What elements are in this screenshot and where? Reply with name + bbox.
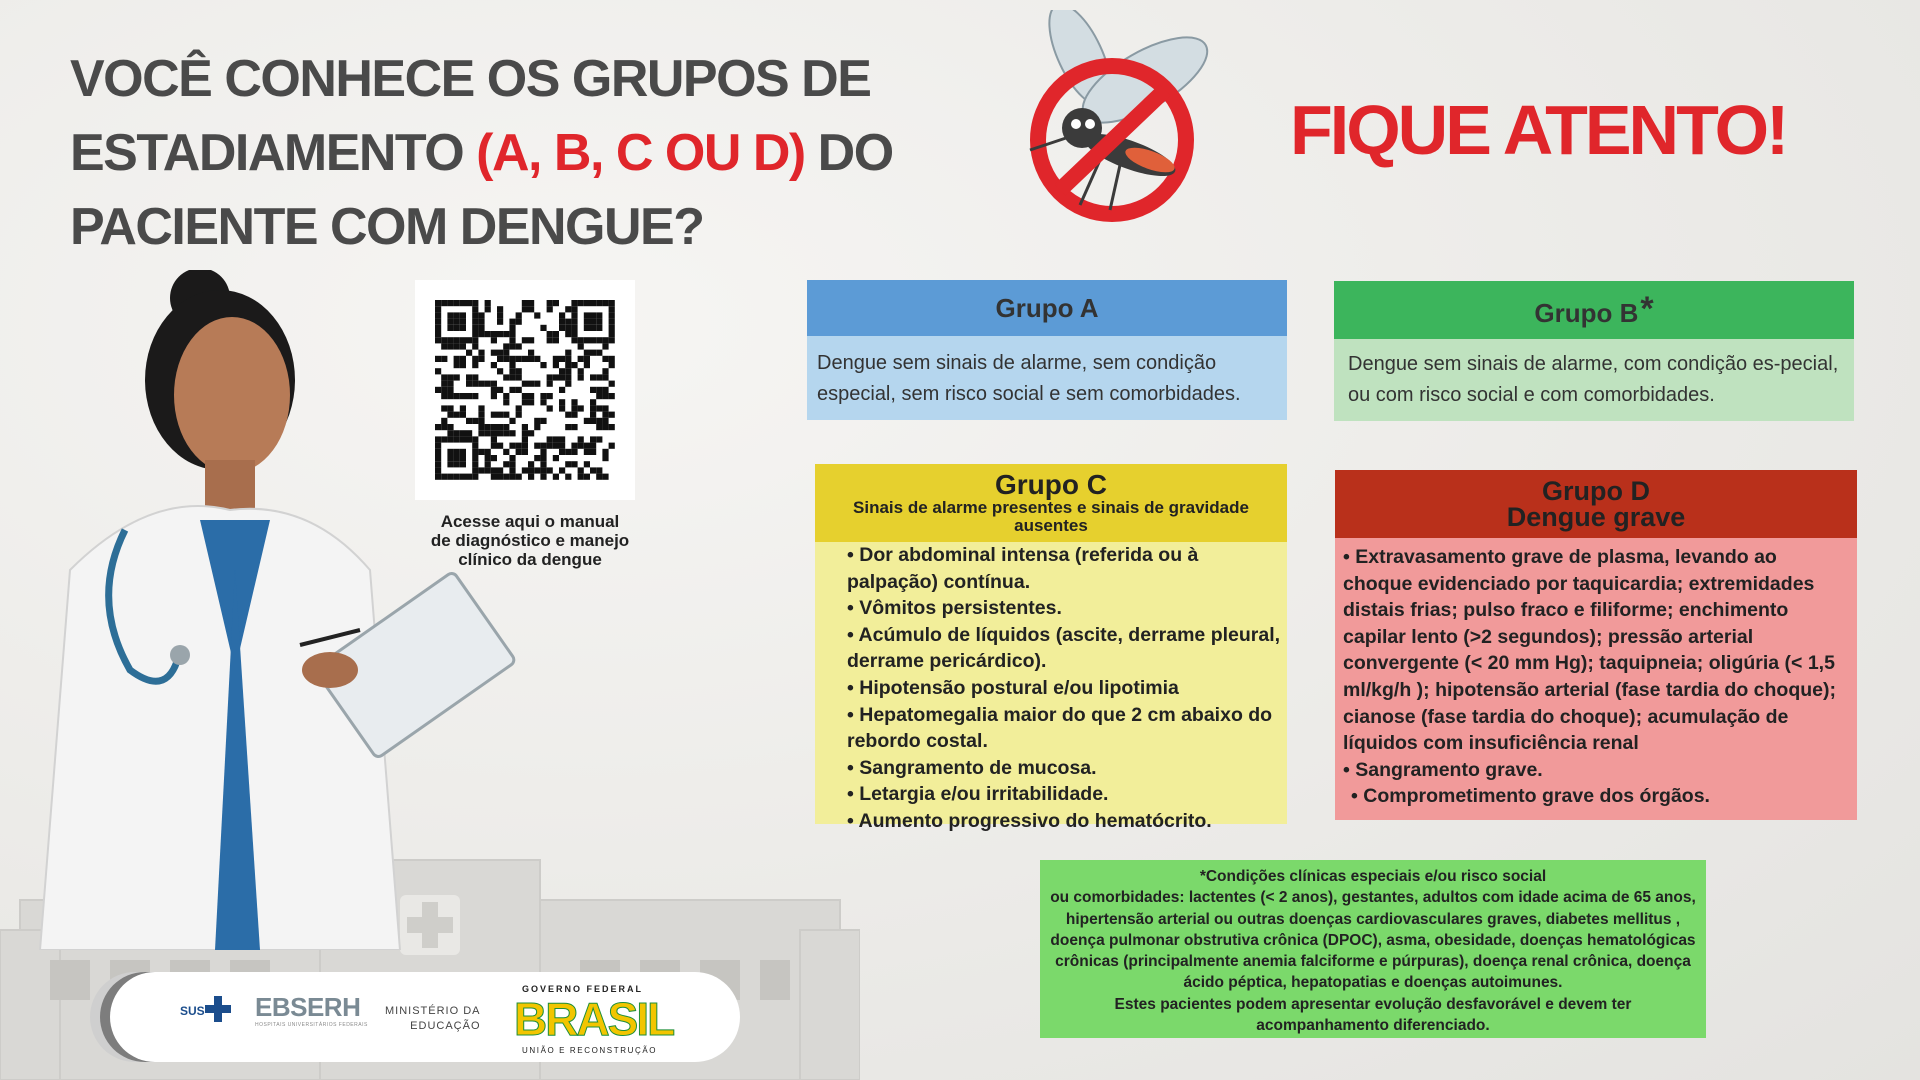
- qr-caption-line-3: clínico da dengue: [458, 550, 602, 569]
- list-item: • Vômitos persistentes.: [847, 597, 1062, 620]
- footnote-line-3: Estes pacientes podem apresentar evolução desfavorável e devem ter acompanhamento diferenciado.: [1114, 995, 1632, 1035]
- no-mosquito-icon: [1000, 10, 1220, 240]
- group-a-title: Grupo A: [807, 280, 1287, 336]
- ebserh-logo: EBSERH: [255, 992, 361, 1022]
- qr-code[interactable]: [415, 280, 635, 500]
- list-item: • Sangramento de mucosa.: [847, 756, 1097, 779]
- sus-cross-icon: [205, 996, 231, 1022]
- logo-bar: [110, 972, 740, 1062]
- group-c-title: Grupo C: [995, 469, 1107, 500]
- mec-line-2: EDUCAÇÃO: [410, 1020, 481, 1032]
- gov-slogan: UNIÃO E RECONSTRUÇÃO: [522, 1046, 658, 1055]
- list-item: • Acúmulo de líquidos (ascite, derrame pleural, derrame pericárdico).: [847, 623, 1281, 673]
- list-item: • Letargia e/ou irritabilidade.: [847, 783, 1109, 806]
- title-highlight: (A, B, C OU D): [476, 124, 805, 182]
- qr-code-box[interactable]: [415, 280, 635, 500]
- mec-line-1: MINISTÉRIO DA: [385, 1005, 481, 1017]
- group-d-subtitle: Dengue grave: [1506, 502, 1686, 532]
- group-a-card: [807, 280, 1287, 420]
- list-item: • Comprometimento grave dos órgãos.: [1351, 785, 1710, 808]
- group-b-text: Dengue sem sinais de alarme, com condição es-pecial, ou com risco social e com comorbidades.: [1348, 353, 1839, 406]
- ebserh-subtitle: HOSPITAIS UNIVERSITÁRIOS FEDERAIS: [255, 1022, 368, 1028]
- mec-logo: [385, 1004, 481, 1034]
- group-d-list: [1335, 538, 1857, 810]
- footnote-line-2: ou comorbidades: lactentes (< 2 anos), gestantes, adultos com idade acima de 65 anos, hipertensão arterial ou outras doenças cardiovasculares graves, diabetes mellitus , doença pulmonar obstrutiva crônica (DPOC), asma, obesidade, doenças hematológicas crônicas (principalmente anemia falciforme e púrpuras), doença renal crônica, doença ácido péptica, hepatopatias e doenças autoimunes.: [1050, 889, 1696, 992]
- list-item: • Hepatomegalia maior do que 2 cm abaixo do rebordo costal.: [847, 703, 1273, 753]
- qr-caption-line-2: de diagnóstico e manejo: [430, 531, 630, 550]
- group-d-header: [1335, 470, 1857, 538]
- warning-title: FIQUE ATENTO!: [1290, 91, 1787, 169]
- group-c-card: [815, 464, 1287, 832]
- group-d-card: [1335, 470, 1857, 820]
- page-title: [70, 42, 970, 264]
- title-line-2-pre: ESTADIAMENTO: [70, 124, 477, 182]
- group-b-asterisk: *: [1640, 289, 1654, 328]
- footnote-box: [1040, 860, 1706, 1038]
- qr-caption: [395, 512, 665, 569]
- list-item: • Hipotensão postural e/ou lipotimia: [847, 676, 1179, 699]
- group-c-header: [815, 464, 1287, 542]
- group-c-list: [815, 542, 1287, 835]
- title-line-2: [70, 116, 970, 190]
- group-a-text: Dengue sem sinais de alarme, sem condição especial, sem risco social e sem comorbidades.: [817, 352, 1241, 405]
- sus-logo: SUS: [180, 1004, 205, 1018]
- footnote-line-1: *Condições clínicas especiais e/ou risco social: [1199, 868, 1547, 885]
- gov-federal-label: GOVERNO FEDERAL: [522, 984, 644, 994]
- title-line-1: VOCÊ CONHECE OS GRUPOS DE: [70, 50, 871, 108]
- group-b-header: [1334, 281, 1854, 339]
- title-line-2-post: DO: [804, 124, 893, 182]
- group-d-title: Grupo D: [1542, 476, 1650, 506]
- list-item: • Aumento progressivo do hematócrito.: [847, 809, 1212, 832]
- list-item: • Sangramento grave.: [1343, 758, 1543, 781]
- list-item: • Extravasamento grave de plasma, levando ao choque evidenciado por taquicardia; extremidades distais frias; pulso fraco e filiforme; enchimento capilar lento (>2 segundos); pressão arterial convergente (< 20 mm Hg); taquipneia; oligúria (< 1,5 ml/kg/h ); hipotensão arterial (fase tardia do choque); cianose (fase tardia do choque); acumulação de líquidos com insuficiência renal: [1343, 546, 1836, 755]
- title-line-3: PACIENTE COM DENGUE?: [70, 198, 704, 256]
- list-item: • Dor abdominal intensa (referida ou à palpação) contínua.: [847, 544, 1199, 593]
- group-c-subtitle: Sinais de alarme presentes e sinais de gravidade ausentes: [853, 498, 1249, 535]
- gov-brasil-logo: BRASIL: [514, 993, 674, 1045]
- group-b-card: [1334, 281, 1854, 421]
- qr-caption-line-1: Acesse aqui o manual: [440, 512, 620, 531]
- group-b-title: Grupo B: [1534, 297, 1639, 328]
